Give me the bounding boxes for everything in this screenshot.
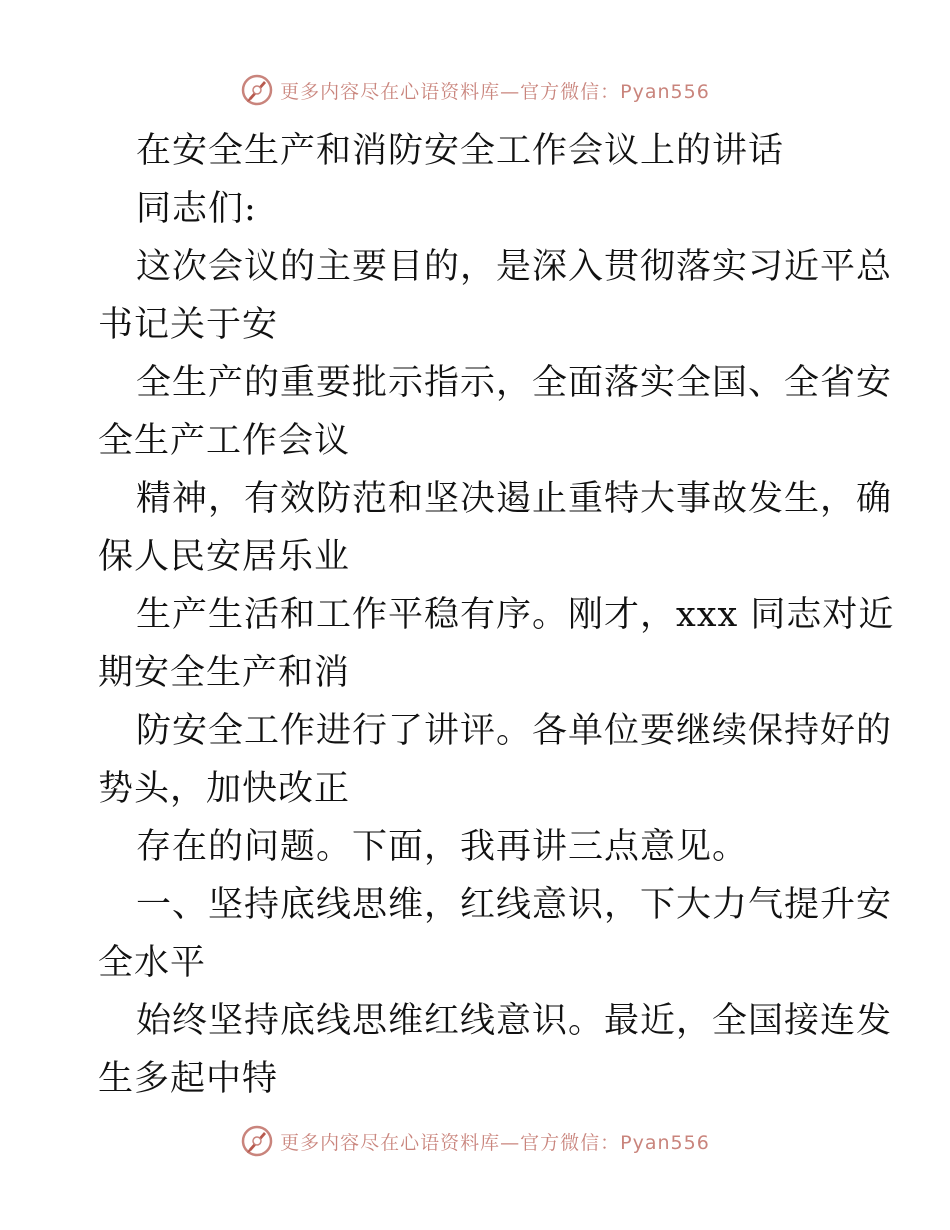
paragraph-line: 书记关于安 (98, 305, 279, 345)
paragraph-line: 全生产工作会议 (98, 421, 351, 461)
document-body (98, 122, 895, 1108)
quill-logo-icon (240, 73, 274, 107)
paragraph-line: 保人民安居乐业 (98, 537, 351, 577)
paragraph-line: 势头，加快改正 (98, 769, 351, 809)
watermark-wechat-id: Pyan556 (620, 1131, 710, 1154)
paragraph-line: 全生产的重要批示指示，全面落实全国、全省安 (136, 363, 893, 403)
document-title: 在安全生产和消防安全工作会议上的讲话 (136, 131, 785, 171)
paragraph-line: 生产生活和工作平稳有序。刚才，xxx 同志对近 (136, 595, 895, 635)
paragraph-line: 精神，有效防范和坚决遏止重特大事故发生，确 (136, 479, 893, 519)
section-heading: 一、坚持底线思维，红线意识，下大力气提升安 (136, 885, 893, 925)
salutation: 同志们: (136, 189, 257, 229)
quill-logo-icon (240, 1124, 274, 1158)
footer-watermark (0, 1121, 950, 1161)
header-watermark (0, 70, 950, 110)
paragraph-line: 期安全生产和消 (98, 653, 351, 693)
paragraph-line: 始终坚持底线思维红线意识。最近，全国接连发 (136, 1001, 893, 1041)
paragraph-line: 这次会议的主要目的，是深入贯彻落实习近平总 (136, 247, 893, 287)
section-heading-continued: 全水平 (98, 943, 207, 983)
paragraph-line: 生多起中特 (98, 1059, 279, 1099)
watermark-text: 更多内容尽在心语资料库—官方微信：Pyan556 (280, 1131, 710, 1154)
paragraph-line: 存在的问题。下面，我再讲三点意见。 (136, 827, 749, 867)
watermark-text: 更多内容尽在心语资料库—官方微信：Pyan556 (280, 80, 710, 103)
paragraph-line: 防安全工作进行了讲评。各单位要继续保持好的 (136, 711, 893, 751)
watermark-wechat-id: Pyan556 (620, 80, 710, 103)
